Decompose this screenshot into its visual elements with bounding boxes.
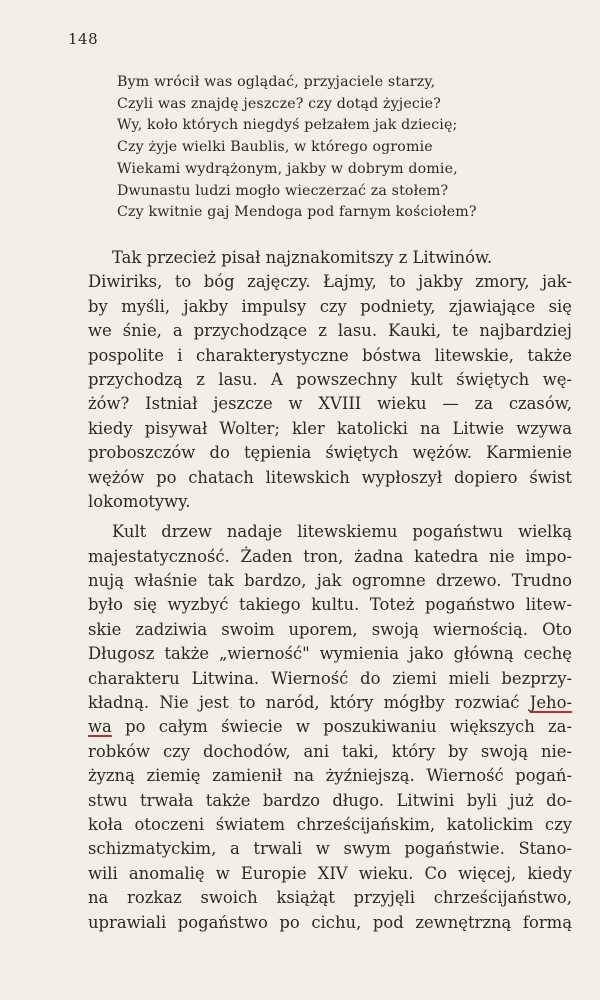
text-line: majestatyczność. Żaden tron, żadna katedra nie impo- <box>88 546 572 566</box>
text-line: przychodzą z lasu. A powszechny kult świętych wę- <box>88 369 572 389</box>
poem-line: Czyli was znajdę jeszcze? czy dotąd żyjecie? <box>117 95 441 112</box>
poem-line: Dwunastu ludzi mogło wieczerzać za stołem? <box>117 182 449 199</box>
text-line: pospolite i charakterystyczne bóstwa litewskie, także <box>88 345 572 365</box>
poem-quote <box>117 72 557 224</box>
poem-line: Wy, koło których niegdyś pełzałem jak dziecię; <box>117 117 458 134</box>
text-line: proboszczów do tępienia świętych wężów. Karmienie <box>88 443 572 463</box>
text-line: Długosz także „wierność" wymienia jako główną cechę <box>88 644 572 664</box>
text-line: robków czy dochodów, ani taki, który by swoją nie- <box>88 741 572 761</box>
text-line: Diwiriks, to bóg zajęczy. Łajmy, to jakby zmory, jak- <box>88 272 572 292</box>
text-line: kiedy pisywał Wolter; kler katolicki na Litwie wzywa <box>88 418 572 438</box>
text-line: Kult drzew nadaje litewskiemu pogaństwu wielką <box>112 522 572 542</box>
text-line: schizmatyckim, a trwali w swym pogaństwie. Stano- <box>88 839 572 859</box>
page-number: 148 <box>68 30 99 48</box>
text-line: we śnie, a przychodzące z lasu. Kauki, te najbardziej <box>88 321 572 341</box>
text-line: skie zadziwia swoim uporem, swoją wiernością. Oto <box>88 619 572 639</box>
text-line: koła otoczeni światem chrześcijańskim, katolickim czy <box>88 814 572 834</box>
text-line: na rozkaz swoich książąt przyjęli chrześcijaństwo, <box>88 888 572 908</box>
underlined-word: wa <box>88 717 112 737</box>
paragraph-2 <box>88 520 572 935</box>
poem-line: Czy żyje wielki Baublis, w którego ogromie <box>117 139 433 156</box>
body-text <box>88 246 572 935</box>
underlined-word: Jeho- <box>529 693 572 713</box>
text-fragment: po całym świecie w poszukiwaniu większych za- <box>111 717 572 737</box>
text-line <box>88 691 572 715</box>
text-line: nują właśnie tak bardzo, jak ogromne drzewo. Trudno <box>88 571 572 591</box>
text-line: żów? Istniał jeszcze w XVIII wieku — za czasów, <box>88 394 572 414</box>
poem-line: Wiekami wydrążonym, jakby w dobrym domie, <box>117 160 458 177</box>
text-line: charakteru Litwina. Wierność do ziemi mieli bezprzy- <box>88 668 572 688</box>
text-line: Tak przecież pisał najznakomitszy z Litwinów. <box>112 248 493 267</box>
text-line: stwu trwała także bardzo długo. Litwini byli już do- <box>88 790 572 810</box>
text-line <box>88 715 572 739</box>
text-line: by myśli, jakby impulsy czy podniety, zjawiające się <box>88 296 572 316</box>
paragraph-1 <box>88 246 572 514</box>
text-line: lokomotywy. <box>88 491 191 511</box>
poem-line: Bym wrócił was oglądać, przyjaciele starzy, <box>117 74 436 90</box>
text-line: żyzną ziemię zamienił na żyźniejszą. Wierność pogań- <box>88 766 572 786</box>
text-line: wężów po chatach litewskich wypłoszył dopiero świst <box>88 467 572 487</box>
text-line: uprawiali pogaństwo po cichu, pod zewnętrzną formą <box>88 912 572 932</box>
text-line: było się wyzbyć takiego kultu. Toteż pogaństwo litew- <box>88 595 572 615</box>
text-line: wili anomalię w Europie XIV wieku. Co więcej, kiedy <box>88 863 572 883</box>
poem-line: Czy kwitnie gaj Mendoga pod farnym kościołem? <box>117 204 477 221</box>
text-fragment: kładną. Nie jest to naród, który mógłby rozwiać <box>88 693 530 713</box>
